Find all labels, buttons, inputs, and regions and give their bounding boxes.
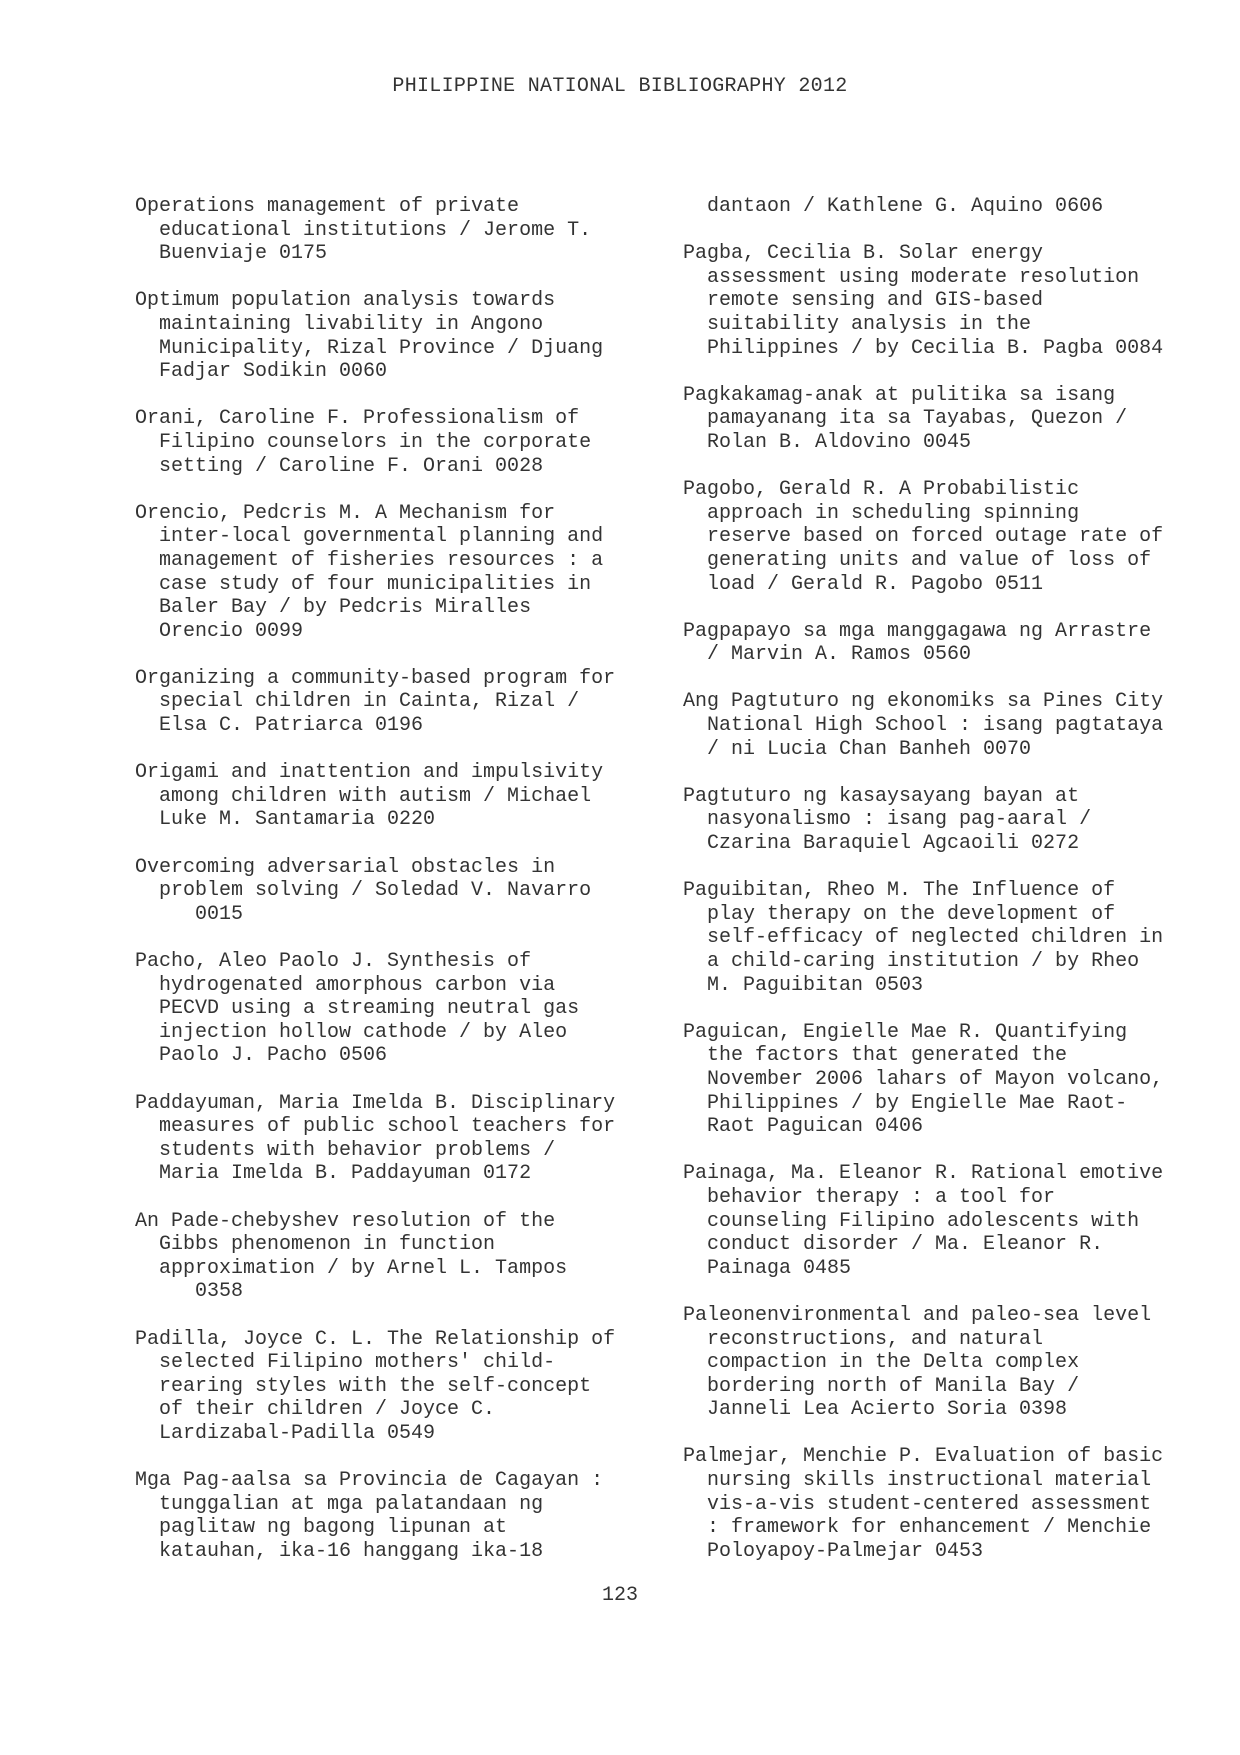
- entry-line: approximation / by Arnel L. Tampos: [135, 1256, 568, 1280]
- bibliography-entry: [683, 1162, 1203, 1280]
- entry-line: management of fisheries resources : a: [135, 548, 604, 572]
- bibliography-entry: [135, 1469, 675, 1563]
- entry-line: among children with autism / Michael: [135, 784, 592, 808]
- entry-line: rearing styles with the self-concept: [135, 1374, 592, 1398]
- entry-line: Philippines / by Cecilia B. Pagba 0084: [683, 336, 1164, 360]
- entry-line: load / Gerald R. Pagobo 0511: [683, 572, 1044, 596]
- entry-line: dantaon / Kathlene G. Aquino 0606: [683, 195, 1104, 218]
- entry-line: self-efficacy of neglected children in: [683, 926, 1164, 950]
- entry-line: Buenviaje 0175: [135, 242, 328, 266]
- entry-line: / Marvin A. Ramos 0560: [683, 643, 972, 667]
- entry-line: Painaga 0485: [683, 1256, 852, 1280]
- entry-line: assessment using moderate resolution: [683, 265, 1140, 289]
- page-header: PHILIPPINE NATIONAL BIBLIOGRAPHY 2012: [392, 75, 848, 98]
- entry-line: Paguican, Engielle Mae R. Quantifying: [683, 1020, 1128, 1044]
- entry-line: selected Filipino mothers' child-: [135, 1351, 556, 1375]
- entry-line: Pacho, Aleo Paolo J. Synthesis of: [135, 950, 532, 973]
- bibliography-entry: [683, 1304, 1203, 1422]
- entry-line: katauhan, ika-16 hanggang ika-18: [135, 1539, 544, 1563]
- bibliography-entry: [135, 1210, 675, 1304]
- entry-line: Janneli Lea Acierto Soria 0398: [683, 1398, 1068, 1422]
- entry-line: Ang Pagtuturo ng ekonomiks sa Pines City: [683, 690, 1164, 714]
- entry-line: maintaining livability in Angono: [135, 312, 544, 336]
- entry-line: Operations management of private: [135, 195, 520, 218]
- entry-line: Pagba, Cecilia B. Solar energy: [683, 242, 1044, 266]
- bibliography-entry: [683, 478, 1203, 596]
- bibliography-entry: [135, 667, 675, 738]
- entry-line: Lardizabal-Padilla 0549: [135, 1421, 436, 1445]
- entry-line: compaction in the Delta complex: [683, 1351, 1080, 1375]
- entry-line: : framework for enhancement / Menchie: [683, 1516, 1152, 1540]
- bibliography-entry: [135, 856, 675, 927]
- entry-line: approach in scheduling spinning: [683, 501, 1080, 525]
- entry-line: suitability analysis in the: [683, 312, 1032, 336]
- entry-line: tunggalian at mga palatandaan ng: [135, 1492, 544, 1516]
- entry-line: M. Paguibitan 0503: [683, 973, 924, 997]
- bibliography-entry: [135, 407, 675, 478]
- entry-line: Gibbs phenomenon in function: [135, 1233, 496, 1257]
- bibliography-entry: [683, 785, 1203, 856]
- bibliography-entry: [135, 502, 675, 644]
- bibliography-entry: [683, 1445, 1203, 1563]
- entry-line: counseling Filipino adolescents with: [683, 1209, 1140, 1233]
- right-column: [683, 195, 1203, 1587]
- entry-line: play therapy on the development of: [683, 902, 1116, 926]
- entry-line: Orencio 0099: [135, 619, 304, 643]
- entry-line: Luke M. Santamaria 0220: [135, 808, 436, 832]
- entry-line: Baler Bay / by Pedcris Miralles: [135, 596, 532, 620]
- entry-line: Pagtuturo ng kasaysayang bayan at: [683, 784, 1080, 808]
- bibliography-entry: [135, 1092, 675, 1186]
- bibliography-entry: [135, 761, 675, 832]
- entry-line: Optimum population analysis towards: [135, 289, 556, 313]
- entry-line: Orencio, Pedcris M. A Mechanism for: [135, 501, 556, 525]
- entry-line: Padilla, Joyce C. L. The Relationship of: [135, 1327, 616, 1351]
- entry-line: Organizing a community-based program for: [135, 666, 616, 690]
- entry-line: Pagobo, Gerald R. A Probabilistic: [683, 478, 1080, 502]
- entry-line: hydrogenated amorphous carbon via: [135, 973, 556, 997]
- entry-line: a child-caring institution / by Rheo: [683, 950, 1140, 973]
- entry-line: Origami and inattention and impulsivity: [135, 761, 604, 785]
- entry-line: Paolo J. Pacho 0506: [135, 1044, 388, 1068]
- entry-line: Municipality, Rizal Province / Djuang: [135, 336, 604, 360]
- entry-line: Maria Imelda B. Paddayuman 0172: [135, 1162, 532, 1186]
- entry-line: Overcoming adversarial obstacles in: [135, 855, 556, 879]
- entry-line: Elsa C. Patriarca 0196: [135, 714, 424, 738]
- bibliography-entry: [683, 384, 1203, 455]
- entry-line: PECVD using a streaming neutral gas: [135, 997, 580, 1021]
- entry-line: bordering north of Manila Bay /: [683, 1374, 1080, 1398]
- entry-line: Mga Pag-aalsa sa Provincia de Cagayan :: [135, 1469, 604, 1493]
- entry-line: Paddayuman, Maria Imelda B. Disciplinary: [135, 1091, 616, 1115]
- entry-line: Paleonenvironmental and paleo-sea level: [683, 1303, 1152, 1327]
- entry-line: setting / Caroline F. Orani 0028: [135, 454, 544, 478]
- entry-line: special children in Cainta, Rizal /: [135, 690, 580, 714]
- entry-line: injection hollow cathode / by Aleo: [135, 1020, 568, 1044]
- entry-line: Orani, Caroline F. Professionalism of: [135, 407, 580, 431]
- bibliography-entry: [135, 950, 675, 1068]
- entry-line: pamayanang ita sa Tayabas, Quezon /: [683, 407, 1128, 431]
- entry-line: of their children / Joyce C.: [135, 1398, 496, 1422]
- entry-line: Painaga, Ma. Eleanor R. Rational emotive: [683, 1162, 1164, 1186]
- entry-line: Filipino counselors in the corporate: [135, 430, 592, 454]
- entry-line: Pagpapayo sa mga manggagawa ng Arrastre: [683, 619, 1152, 643]
- entry-line: 0015: [135, 902, 244, 926]
- entry-line: National High School : isang pagtataya: [683, 714, 1164, 738]
- bibliography-entry: [683, 620, 1203, 667]
- bibliography-entry: [683, 690, 1203, 761]
- entry-line: students with behavior problems /: [135, 1138, 556, 1162]
- entry-line: conduct disorder / Ma. Eleanor R.: [683, 1233, 1104, 1257]
- entry-line: vis-a-vis student-centered assessment: [683, 1492, 1152, 1516]
- bibliography-entry: [135, 289, 675, 383]
- left-column: [135, 195, 675, 1587]
- entry-line: November 2006 lahars of Mayon volcano,: [683, 1067, 1164, 1091]
- bibliography-entry: [683, 1021, 1203, 1139]
- entry-line: inter-local governmental planning and: [135, 525, 604, 549]
- entry-line: An Pade-chebyshev resolution of the: [135, 1209, 556, 1233]
- entry-line: the factors that generated the: [683, 1044, 1068, 1068]
- entry-line: / ni Lucia Chan Banheh 0070: [683, 737, 1032, 761]
- entry-line: nasyonalismo : isang pag-aaral /: [683, 808, 1092, 832]
- entry-line: Raot Paguican 0406: [683, 1115, 924, 1139]
- entry-line: behavior therapy : a tool for: [683, 1185, 1056, 1209]
- entry-line: reserve based on forced outage rate of: [683, 525, 1164, 549]
- entry-line: measures of public school teachers for: [135, 1115, 616, 1139]
- entry-line: paglitaw ng bagong lipunan at: [135, 1516, 508, 1540]
- entry-line: 0358: [135, 1280, 244, 1304]
- entry-line: reconstructions, and natural: [683, 1327, 1044, 1351]
- entry-line: Paguibitan, Rheo M. The Influence of: [683, 879, 1116, 903]
- bibliography-entry: [683, 242, 1203, 360]
- entry-line: case study of four municipalities in: [135, 572, 592, 596]
- entry-line: Poloyapoy-Palmejar 0453: [683, 1539, 984, 1563]
- entry-line: Philippines / by Engielle Mae Raot-: [683, 1091, 1128, 1115]
- entry-line: Czarina Baraquiel Agcaoili 0272: [683, 832, 1080, 856]
- entry-line: remote sensing and GIS-based: [683, 289, 1044, 313]
- entry-line: Palmejar, Menchie P. Evaluation of basic: [683, 1445, 1164, 1469]
- bibliography-entry: [683, 879, 1203, 997]
- entry-line: generating units and value of loss of: [683, 548, 1152, 572]
- bibliography-entry: [683, 195, 1203, 219]
- entry-line: Pagkakamag-anak at pulitika sa isang: [683, 383, 1116, 407]
- entry-line: problem solving / Soledad V. Navarro: [135, 879, 592, 903]
- entry-line: nursing skills instructional material: [683, 1469, 1152, 1493]
- page-number: 123: [601, 1584, 638, 1607]
- entry-line: educational institutions / Jerome T.: [135, 218, 592, 242]
- entry-line: Fadjar Sodikin 0060: [135, 360, 388, 384]
- bibliography-entry: [135, 1328, 675, 1446]
- bibliography-entry: [135, 195, 675, 266]
- entry-line: Rolan B. Aldovino 0045: [683, 430, 972, 454]
